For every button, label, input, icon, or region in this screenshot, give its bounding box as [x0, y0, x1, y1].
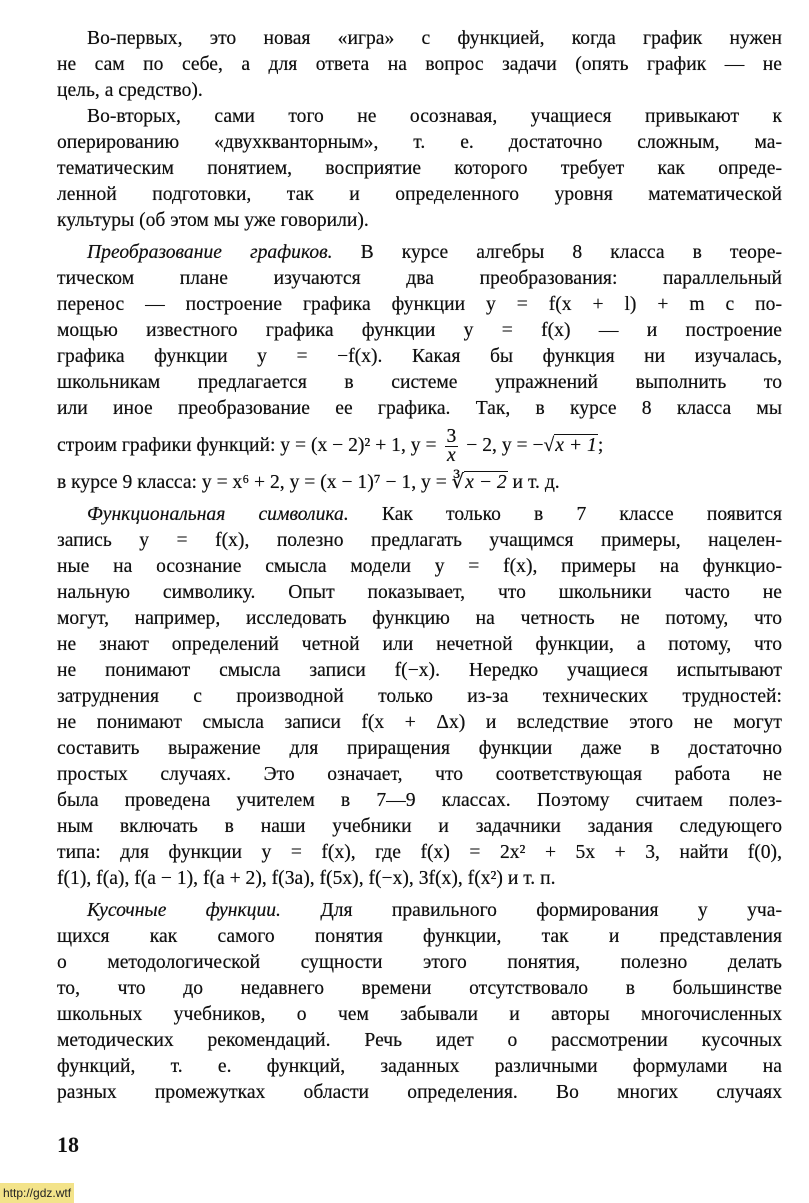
formula-line-grade-8: строим графики функций: y = (x − 2)² + 1, y = $\frac{3}{x}$ − 2, y = −√x + 1;	[57, 425, 604, 466]
text-line: ленной подготовки, так и определенного уровня математической	[57, 184, 782, 205]
section-title: Преобразование графиков.	[87, 242, 333, 263]
text-line: ные на осознание смысла модели y = f(x), примеры на функцио-	[57, 556, 782, 577]
text-line: типа: для функции y = f(x), где f(x) = 2x² + 5x + 3, найти f(0),	[57, 842, 782, 863]
text-line: перенос — построение графика функции y = f(x + l) + m с по-	[57, 294, 782, 315]
text-line: была проведена учителем в 7—9 классах. Поэтому считаем полез-	[57, 790, 782, 811]
text-line: f(1), f(a), f(a − 1), f(a + 2), f(3a), f(5x), f(−x), 3f(x), f(x²) и т. п.	[57, 868, 556, 889]
text-line: не знают определений четной или нечетной функции, а потому, что	[57, 634, 782, 655]
formula-line-grade-9: в курсе 9 класса: y = x⁶ + 2, y = (x − 1)⁷ − 1, y = ∛x − 2 и т. д.	[57, 472, 560, 493]
text-line: не понимают смысла записи f(x + Δx) и вследствие этого не могут	[57, 712, 782, 733]
paragraph-1	[57, 26, 782, 104]
text-line: функций, т. е. функций, заданных различными формулами на	[57, 1056, 782, 1077]
text-line: могут, например, исследовать функцию на четность не потому, что	[57, 608, 782, 629]
text-line: о методологической сущности этого понятия, полезно делать	[57, 952, 782, 973]
text-line: Во-первых, это новая «игра» с функцией, когда график нужен	[87, 28, 782, 49]
paragraph-piecewise-functions: Кусочные функции. Для правильного формирования у уча- щихся как самого понятия функции, так и представления о методологической сущности этого понятия, полезно делать то, что до недавнего времени отсутствовало в большинстве школьных учебников, о чем забывали и авторы многочисленных методических рекомендаций. Речь идет о рассмотрении кусочных функций, т. е. функций, заданных различными формулами на разных промежутках области определения. Во многих случаях	[57, 898, 782, 1106]
watermark-link[interactable]: http://gdz.wtf	[0, 1183, 74, 1203]
text-line: культуры (об этом мы уже говорили).	[57, 210, 369, 231]
text-line: школьных учебников, о чем забывали и авторы многочисленных	[57, 1004, 782, 1025]
text-line: затруднения с производной только из-за технических трудностей:	[57, 686, 782, 707]
page-body	[57, 26, 782, 1106]
text-line: школьникам предлагается в системе упражнений выполнить то	[57, 372, 782, 393]
text-line: составить выражение для приращения функции даже в достаточно	[57, 738, 782, 759]
text-line: запись y = f(x), полезно предлагать учащимся примеры, нацелен-	[57, 530, 782, 551]
text-line: не сам по себе, а для ответа на вопрос задачи (опять график — не	[57, 54, 782, 75]
section-title: Кусочные функции.	[87, 900, 281, 921]
text-line: оперированию «двухкванторным», т. е. достаточно сложным, ма-	[57, 132, 782, 153]
text-line: цель, а средство).	[57, 80, 203, 101]
text-line: ным включать в наши учебники и задачники задания следующего	[57, 816, 782, 837]
text-line: не понимают смысла записи f(−x). Нередко учащиеся испытывают	[57, 660, 782, 681]
text-line: разных промежутках области определения. Во многих случаях	[57, 1082, 782, 1103]
text-line: методических рекомендаций. Речь идет о рассмотрении кусочных	[57, 1030, 782, 1051]
text-line: мощью известного графика функции y = f(x) — и построение	[57, 320, 782, 341]
section-title: Функциональная символика.	[87, 504, 349, 525]
text-line: щихся как самого понятия функции, так и представления	[57, 926, 782, 947]
text-line: Во-вторых, сами того не осознавая, учащиеся привыкают к	[87, 106, 782, 127]
text-line: графика функции y = −f(x). Какая бы функция ни изучалась,	[57, 346, 782, 367]
paragraph-transformations: Преобразование графиков. В курсе алгебры 8 класса в теоре- тическом плане изучаются два преобразования: параллельный перенос — построение графика функции y = f(x + l) + m с по- мощью известного графика функции y = f(x) — и построение графика функции y = −f(x). Какая бы функция ни изучалась, школьникам предлагается в системе упражнений выполнить то или иное преобразование ее графика. Так, в курсе 8 класса мы строим графики функций: y = (x − 2)² + 1, y = $\frac{3}{x}$ − 2, y = −√x + 1; в курсе 9 класса: y = x⁶ + 2, y = (x − 1)⁷ − 1, y = ∛x − 2 и т. д.	[57, 240, 782, 496]
text-line: нальную символику. Опыт показывает, что школьники часто не	[57, 582, 782, 603]
paragraph-functional-notation: Функциональная символика. Как только в 7 классе появится запись y = f(x), полезно предлагать учащимся примеры, нацелен- ные на осознание смысла модели y = f(x), примеры на функцио- нальную символику. Опыт показывает, что школьники часто не могут, например, исследовать функцию на четность не потому, что не знают определений четной или нечетной функции, а потому, что не понимают смысла записи f(−x). Нередко учащиеся испытывают затруднения с производной только из-за технических трудностей: не понимают смысла записи f(x + Δx) и вследствие этого не могут составить выражение для приращения функции даже в достаточно простых случаях. Это означает, что соответствующая работа не была проведена учителем в 7—9 классах. Поэтому считаем полез- ным включать в наши учебники и задачники задания следующего типа: для функции y = f(x), где f(x) = 2x² + 5x + 3, найти f(0), f(1), f(a), f(a − 1), f(a + 2), f(3a), f(5x), f(−x), 3f(x), f(x²) и т. п.	[57, 502, 782, 892]
page-number: 18	[57, 1132, 79, 1157]
text-line: простых случаях. Это означает, что соответствующая работа не	[57, 764, 782, 785]
text-line: то, что до недавнего времени отсутствовало в большинстве	[57, 978, 782, 999]
text-line: тическом плане изучаются два преобразования: параллельный	[57, 268, 782, 289]
text-line: или иное преобразование ее графика. Так, в курсе 8 класса мы	[57, 398, 782, 419]
fraction: $\frac{3}{x}$	[446, 425, 457, 466]
text-line: тематическим понятием, восприятие которого требует как опреде-	[57, 158, 782, 179]
paragraph-2	[57, 104, 782, 234]
